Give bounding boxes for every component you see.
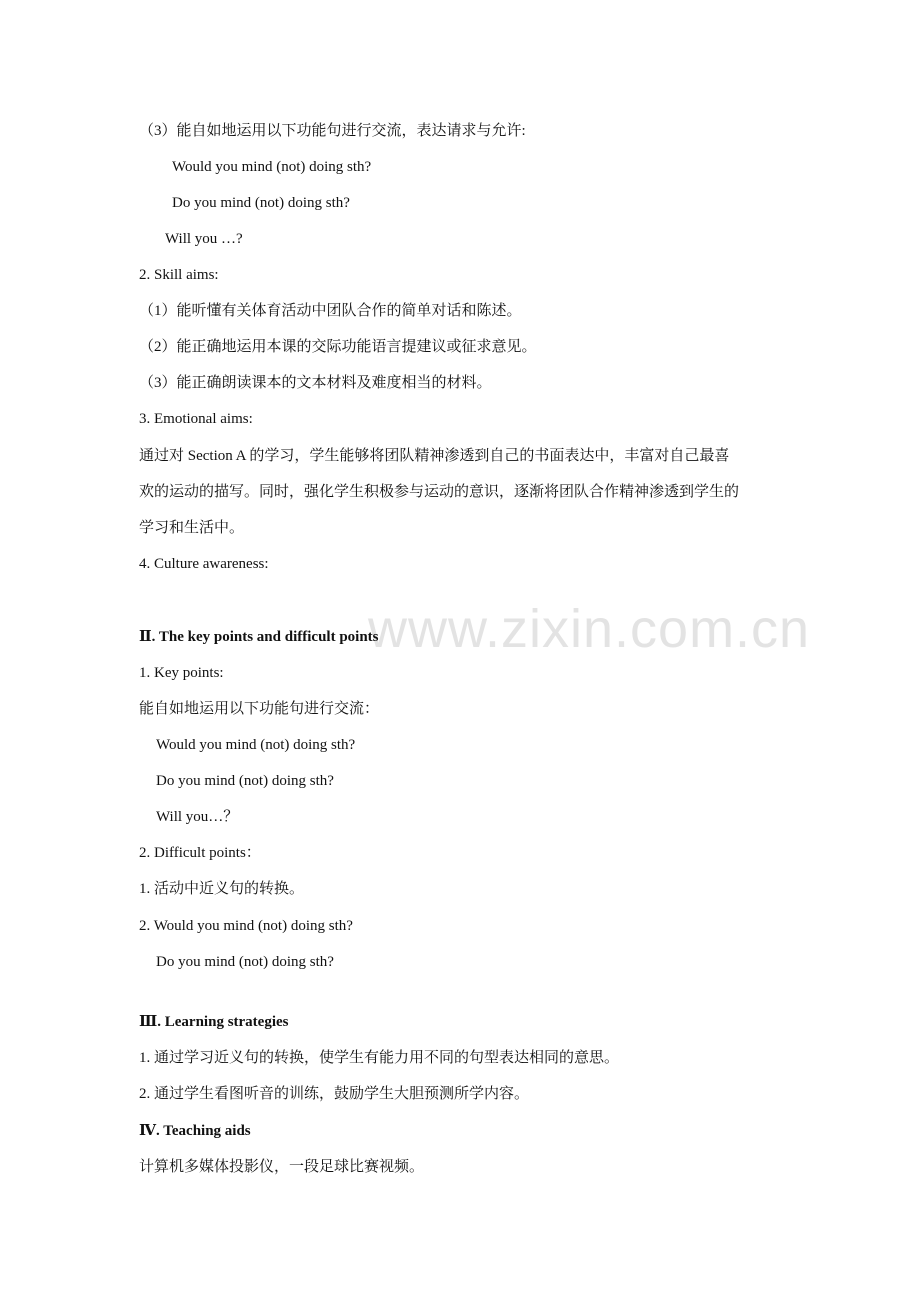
text-line: 4. Culture awareness: (139, 556, 269, 572)
text-line: Would you mind (not) doing sth? (172, 159, 372, 175)
text-line: （1）能听懂有关体育活动中团队合作的简单对话和陈述。 (139, 303, 522, 319)
text-line: 1. Key points: (139, 665, 224, 681)
text-line: （3）能自如地运用以下功能句进行交流，表达请求与允许: (139, 123, 526, 139)
section-heading: Ⅱ. The key points and difficult points (139, 629, 379, 645)
text-line: 通过对 Section A 的学习，学生能够将团队精神渗透到自己的书面表达中，丰富对自己最喜 (139, 448, 730, 464)
section-heading: Ⅳ. Teaching aids (139, 1123, 251, 1139)
watermark: www.zixin.com.cn (368, 599, 811, 659)
text-line: 计算机多媒体投影仪，一段足球比赛视频。 (139, 1159, 425, 1175)
text-line: 1. 通过学习近义句的转换，使学生有能力用不同的句型表达相同的意思。 (139, 1050, 620, 1066)
text-line: 2. Difficult points： (139, 845, 261, 861)
text-line: 欢的运动的描写。同时，强化学生积极参与运动的意识，逐渐将团队合作精神渗透到学生的 (139, 484, 740, 500)
text-line: Will you…？ (156, 809, 239, 825)
text-line: Do you mind (not) doing sth? (172, 195, 350, 211)
text-line: Do you mind (not) doing sth? (156, 773, 334, 789)
text-line: Will you …? (165, 231, 243, 247)
text-line: 3. Emotional aims: (139, 411, 253, 427)
text-line: Do you mind (not) doing sth? (156, 954, 334, 970)
text-line: 2. Would you mind (not) doing sth? (139, 918, 353, 934)
text-line: 2. 通过学生看图听音的训练，鼓励学生大胆预测所学内容。 (139, 1086, 530, 1102)
section-heading: Ⅲ. Learning strategies (139, 1014, 289, 1030)
text-line: Would you mind (not) doing sth? (156, 737, 356, 753)
text-line: 2. Skill aims: (139, 267, 219, 283)
text-line: 学习和生活中。 (139, 520, 245, 536)
text-line: 1. 活动中近义句的转换。 (139, 881, 305, 897)
text-line: （3）能正确朗读课本的文本材料及难度相当的材料。 (139, 375, 492, 391)
text-line: （2）能正确地运用本课的交际功能语言提建议或征求意见。 (139, 339, 537, 355)
text-line: 能自如地运用以下功能句进行交流： (139, 701, 380, 717)
